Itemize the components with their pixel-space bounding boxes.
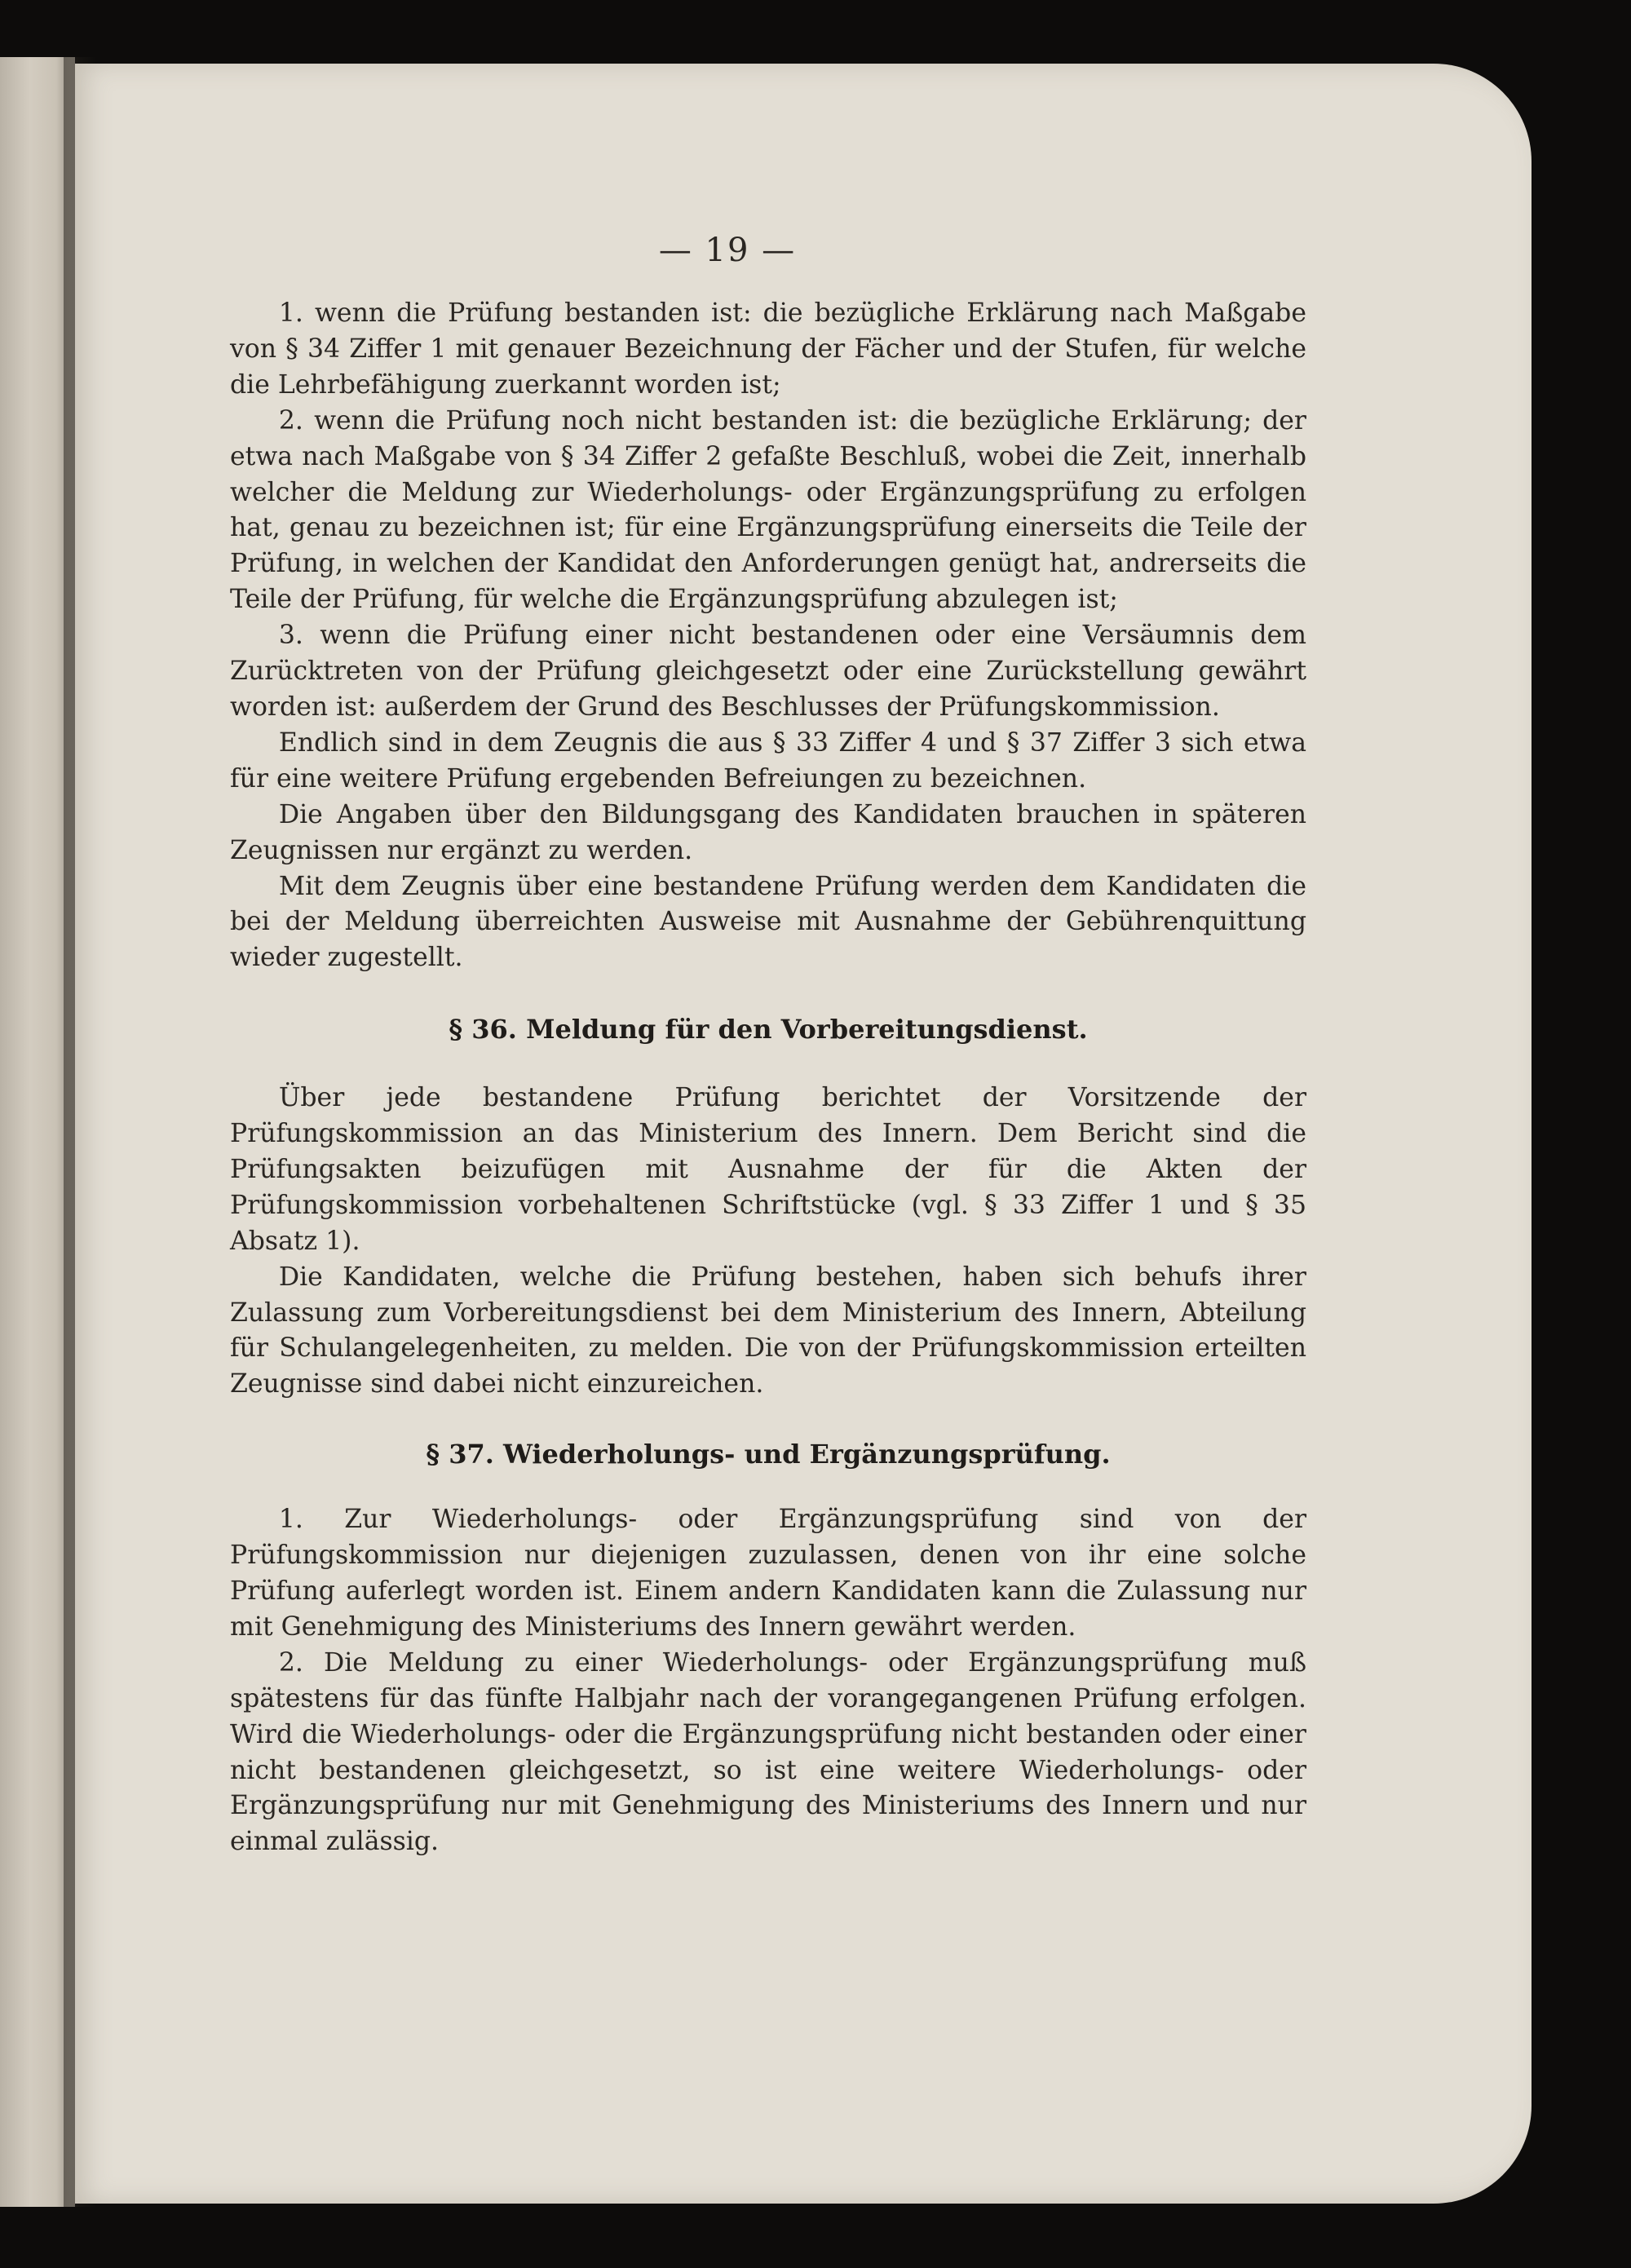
book-page: [75, 64, 1532, 2204]
page-number: — 19 —: [658, 232, 797, 269]
section-36-paragraph-2: Die Kandidaten, welche die Prüfung bestehen, haben sich behufs ihrer Zulassung zum Vorbereitungsdienst bei dem Ministerium des Innern, Abteilung für Schulangelegenheiten, zu melden. Die von der Prüfungskommission erteilten Zeugnisse sind dabei nicht einzureichen.: [230, 1262, 1306, 1399]
section-37-item-2: 2. Die Meldung zu einer Wiederholungs- oder Ergänzungsprüfung muß spätestens für das fünfte Halbjahr nach der vorangegangenen Prüfung erfolgen. Wird die Wiederholungs- oder die Ergänzungsprüfung nicht bestanden oder einer nicht bestandenen gleichgesetzt, so ist eine weitere Wiederholungs- oder Ergänzungsprüfung nur mit Genehmigung des Ministeriums des Innern und nur einmal zulässig.: [230, 1647, 1306, 1857]
section-36-paragraph-1: Über jede bestandene Prüfung berichtet der Vorsitzende der Prüfungskommission an das Ministerium des Innern. Dem Bericht sind die Prüfungsakten beizufügen mit Ausnahme der für die Akten der Prüfungskommission vorbehaltenen Schriftstücke (vgl. § 33 Ziffer 1 und § 35 Absatz 1).: [230, 1083, 1306, 1256]
section-37-heading: § 37. Wiederholungs- und Ergänzungsprüfung.: [426, 1439, 1111, 1470]
section-35-item-3: 3. wenn die Prüfung einer nicht bestandenen oder eine Versäumnis dem Zurücktreten von der Prüfung gleichgesetzt oder eine Zurückstellung gewährt worden ist: außerdem der Grund des Beschlusses der Prüfungskommission.: [230, 621, 1306, 722]
section-37-item-1: 1. Zur Wiederholungs- oder Ergänzungsprüfung sind von der Prüfungskommission nur diejenigen zuzulassen, denen von ihr eine solche Prüfung auferlegt worden ist. Einem andern Kandidaten kann die Zulassung nur mit Genehmigung des Ministeriums des Innern gewährt werden.: [230, 1505, 1306, 1642]
section-35-paragraph-endlich: Endlich sind in dem Zeugnis die aus § 33 Ziffer 4 und § 37 Ziffer 3 sich etwa für eine weitere Prüfung ergebenden Befreiungen zu bezeichnen.: [230, 727, 1306, 794]
section-35-item-2: 2. wenn die Prüfung noch nicht bestanden ist: die bezügliche Erklärung; der etwa nach Maßgabe von § 34 Ziffer 2 gefaßte Beschluß, wobei die Zeit, innerhalb welcher die Meldung zur Wiederholungs- oder Ergänzungsprüfung zu erfolgen hat, genau zu bezeichnen ist; für eine Ergänzungsprüfung einerseits die Teile der Prüfung, in welchen der Kandidat den Anforderungen genügt hat, andrerseits die Teile der Prüfung, für welche die Ergänzungsprüfung abzulegen ist;: [230, 405, 1306, 615]
section-35-item-1: 1. wenn die Prüfung bestanden ist: die bezügliche Erklärung nach Maßgabe von § 34 Ziffer 1 mit genauer Bezeichnung der Fächer und der Stufen, für welche die Lehrbefähigung zuerkannt worden ist;: [230, 298, 1306, 400]
section-35-paragraph-zeugnis: Mit dem Zeugnis über eine bestandene Prüfung werden dem Kandidaten die bei der Meldung überreichten Ausweise mit Ausnahme der Gebührenquittung wieder zugestellt.: [230, 871, 1306, 973]
section-36-heading: § 36. Meldung für den Vorbereitungsdienst.: [449, 1014, 1088, 1046]
page-body: [230, 296, 1306, 1860]
section-35-paragraph-angaben: Die Angaben über den Bildungsgang des Kandidaten brauchen in späteren Zeugnissen nur ergänzt zu werden.: [230, 799, 1306, 865]
